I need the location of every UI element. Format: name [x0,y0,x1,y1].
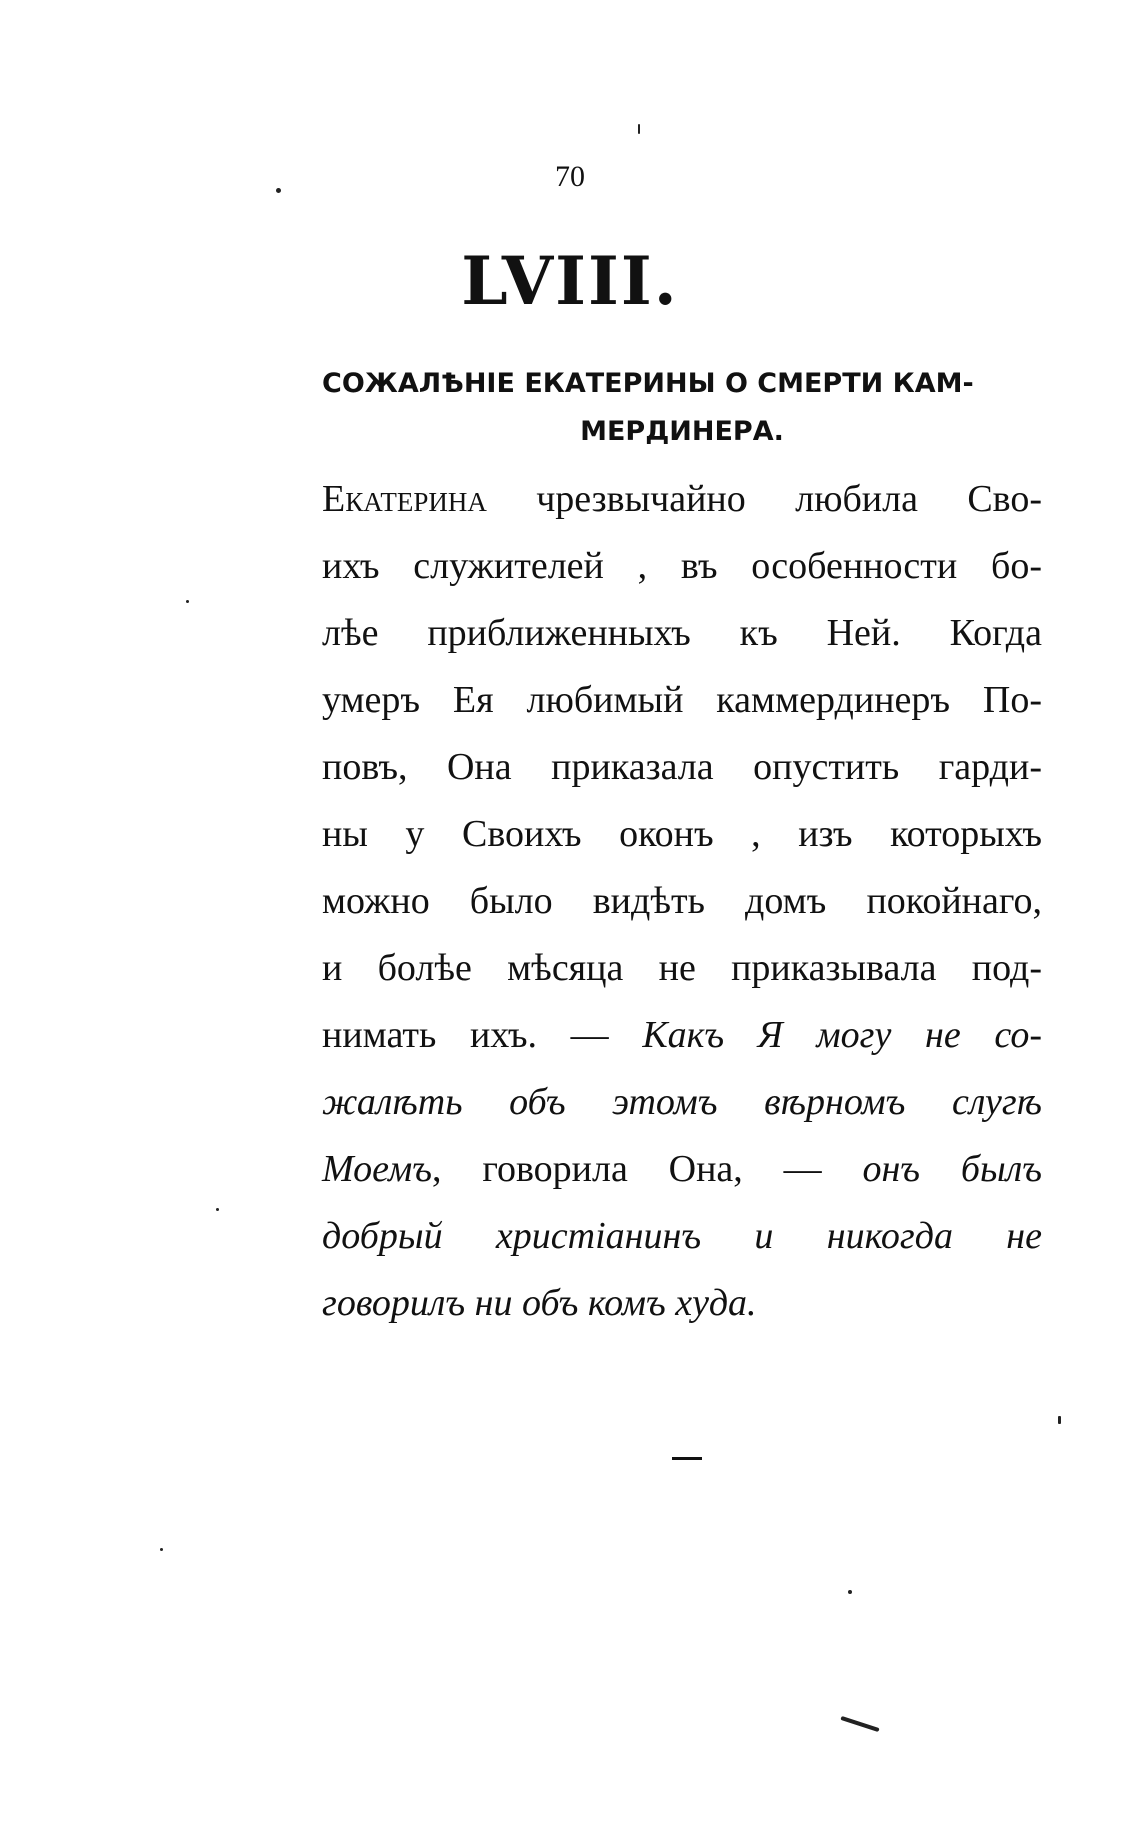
text-line [322,466,1042,533]
scan-speck [1058,1416,1061,1424]
chapter-title-line-2: МЕРДИНЕРА. [580,416,784,447]
text-line: повъ, Она приказала опустить гарди- [322,746,1042,788]
chapter-number: LVIII. [461,242,679,320]
scan-speck [186,600,189,603]
text-fragment: , говорила Она, — [432,1148,863,1190]
scan-speck [160,1548,163,1551]
quote-fragment: Моемъ [322,1148,433,1190]
text-line [322,1136,1042,1203]
section-end-rule [672,1457,702,1460]
text-fragment: нимать ихъ. — [322,1014,643,1056]
text-fragment: чрезвычайно любила Сво- [486,478,1042,520]
quote-line: говорилъ ни объ комъ худа. [322,1282,757,1324]
quote-line: жалѣть объ этомъ вѣрномъ слугѣ [322,1081,1042,1123]
scan-speck [638,124,640,134]
scan-speck [840,1716,879,1732]
scan-speck [216,1208,219,1211]
quote-fragment: Какъ Я могу не со- [642,1014,1042,1056]
text-line: умеръ Ея любимый каммердинеръ По- [322,679,1042,721]
text-line: ихъ служителей , въ особенности бо- [322,545,1042,587]
page-number: 70 [555,160,585,193]
lead-word: Екатерина [322,478,487,520]
quote-line: добрый христіанинъ и никогда не [322,1215,1042,1257]
body-text [322,466,1042,1337]
text-line: и болѣе мѣсяца не приказывала под- [322,947,1042,989]
chapter-title [322,360,1042,456]
scan-speck [276,188,281,193]
scan-speck [848,1590,852,1594]
text-line [322,1002,1042,1069]
text-line: ны у Своихъ оконъ , изъ которыхъ [322,813,1042,855]
quote-fragment: онъ былъ [862,1148,1042,1190]
text-line: лѣе приближенныхъ къ Ней. Когда [322,612,1042,654]
text-line: можно было видѣть домъ покойнаго, [322,880,1042,922]
chapter-title-line-1: СОЖАЛѢНІЕ ЕКАТЕРИНЫ О СМЕРТИ КАМ- [322,368,974,399]
